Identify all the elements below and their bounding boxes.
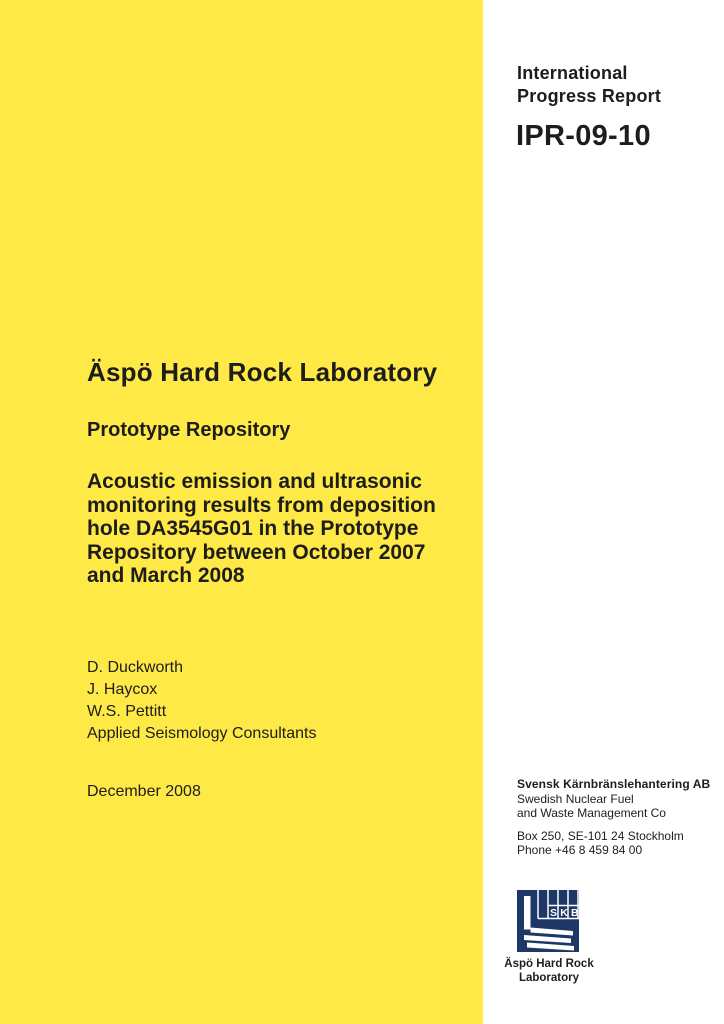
section-title: Prototype Repository bbox=[87, 419, 291, 441]
publisher-phone-line: Phone +46 8 459 84 00 bbox=[517, 843, 643, 857]
skb-logo-graphic bbox=[517, 890, 579, 952]
logo-caption-line: Laboratory bbox=[518, 971, 580, 984]
publisher-block bbox=[517, 777, 710, 858]
skb-logo-icon bbox=[517, 890, 579, 952]
lab-title: Äspö Hard Rock Laboratory bbox=[87, 357, 438, 387]
report-title-line: and March 2008 bbox=[87, 564, 245, 587]
publisher-address-line: Box 250, SE-101 24 Stockholm bbox=[517, 828, 684, 843]
report-title-line: Repository between October 2007 bbox=[87, 540, 426, 564]
report-type-line: Progress Report bbox=[517, 86, 662, 106]
publisher-description-line: Swedish Nuclear Fuel bbox=[517, 791, 634, 806]
logo-caption bbox=[493, 958, 605, 985]
report-type-label bbox=[517, 62, 661, 108]
author-name: J. Haycox bbox=[87, 681, 158, 698]
report-type-line: International bbox=[517, 63, 628, 83]
author-affiliation: Applied Seismology Consultants bbox=[87, 725, 317, 742]
report-number: IPR-09-10 bbox=[516, 120, 651, 152]
report-title-line: Acoustic emission and ultrasonic bbox=[87, 470, 422, 493]
report-title-line: monitoring results from deposition bbox=[87, 493, 436, 517]
publication-date: December 2008 bbox=[87, 783, 201, 800]
publisher-name: Svensk Kärnbränslehantering AB bbox=[517, 777, 711, 791]
author-list bbox=[87, 657, 316, 745]
report-title bbox=[87, 470, 436, 588]
author-name: W.S. Pettitt bbox=[87, 703, 167, 720]
author-name: D. Duckworth bbox=[87, 659, 184, 676]
report-title-line: hole DA3545G01 in the Prototype bbox=[87, 517, 419, 540]
publisher-description-line: and Waste Management Co bbox=[517, 806, 666, 820]
skb-logo-text: SKB bbox=[550, 907, 579, 919]
logo-caption-line: Äspö Hard Rock bbox=[504, 958, 594, 970]
